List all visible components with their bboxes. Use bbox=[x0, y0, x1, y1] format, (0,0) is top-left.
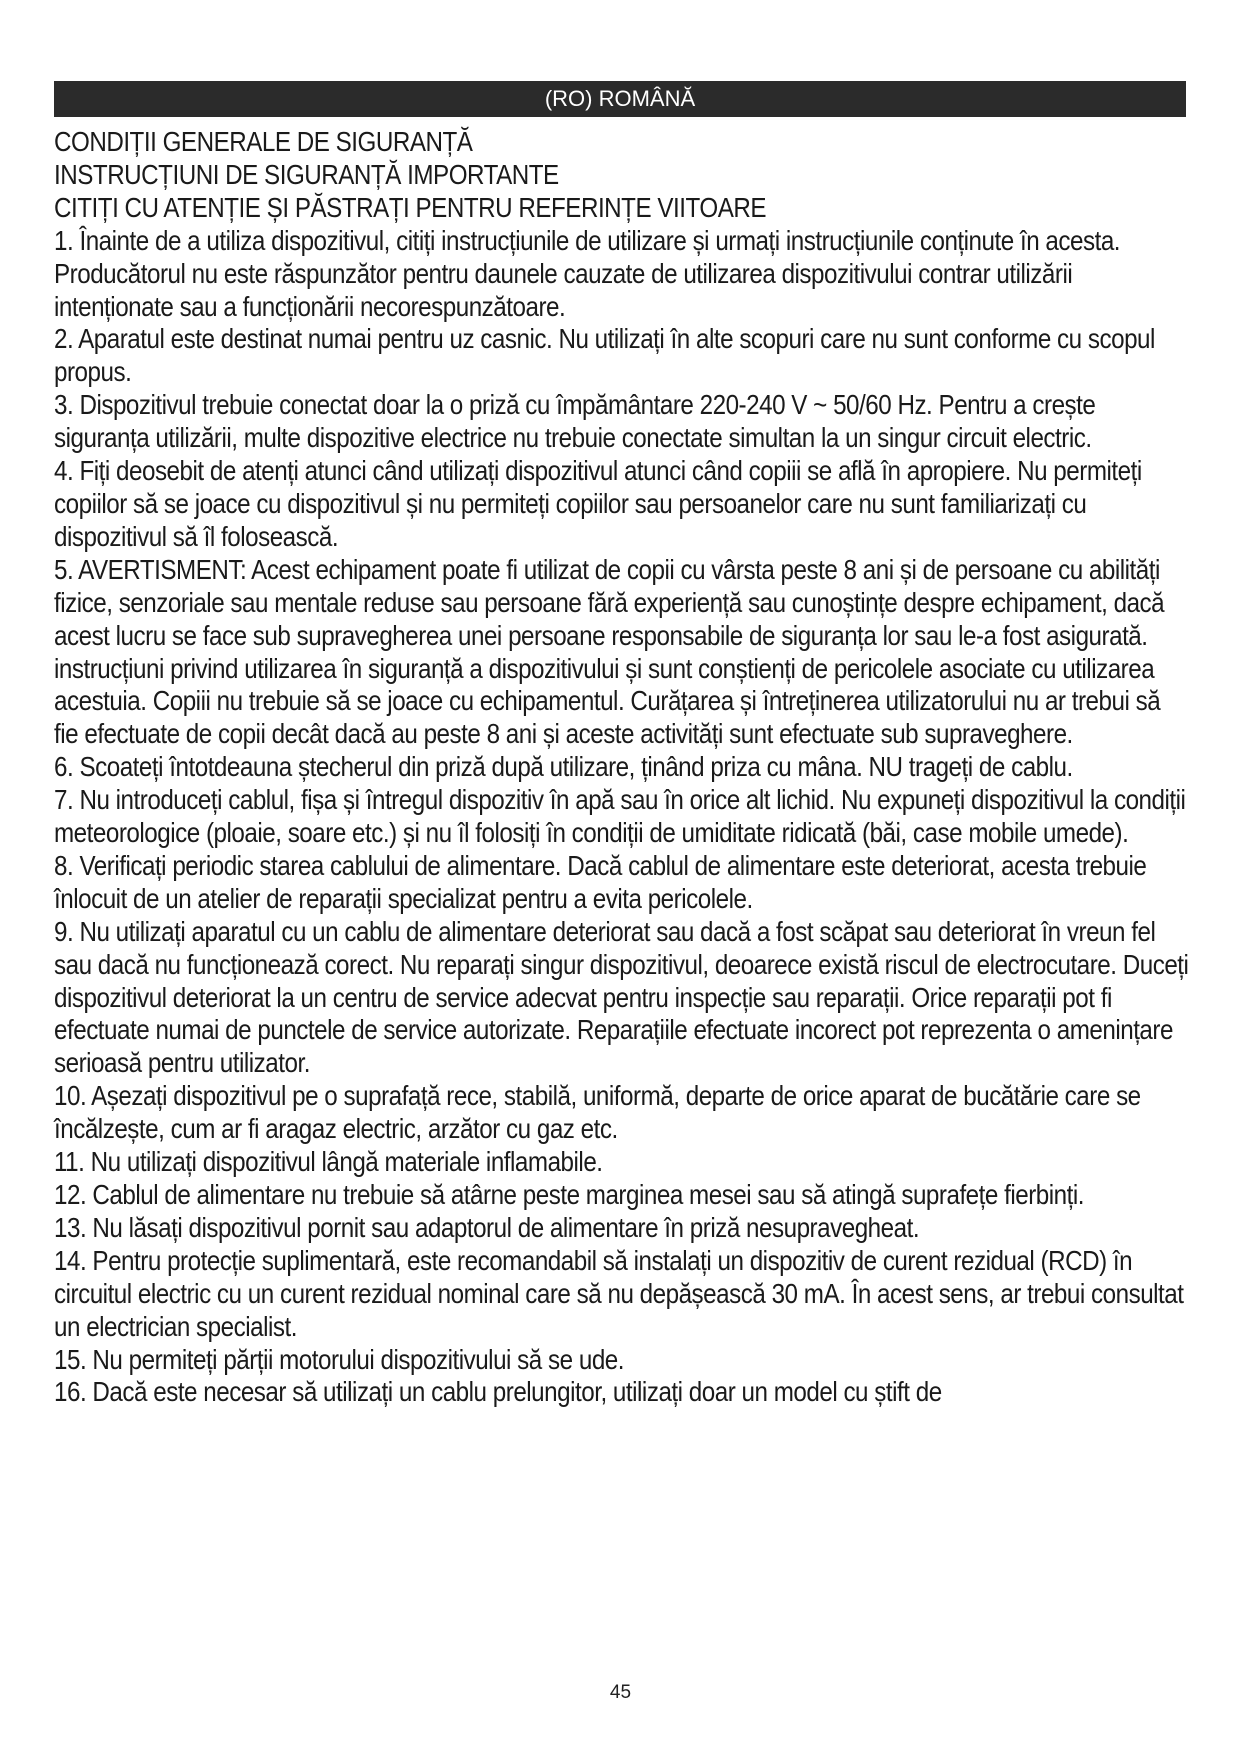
document-body bbox=[54, 126, 1189, 1409]
safety-item-1: 1. Înainte de a utiliza dispozitivul, citiți instrucțiunile de utilizare și urmați instrucțiunile conținute în acesta. Producătorul nu este răspunzător pentru daunele cauzate de utilizarea dispozitivului contrar utilizării intenționate sau a funcționării necorespunzătoare. bbox=[54, 224, 1121, 322]
heading-important-instructions: INSTRUCȚIUNI DE SIGURANȚĂ IMPORTANTE bbox=[54, 158, 559, 190]
safety-item-7: 7. Nu introduceți cablul, fișa și întregul dispozitiv în apă sau în orice alt lichid. Nu expuneți dispozitivul la condiții meteorologice (ploaie, soare etc.) și nu îl folosiți în condiții de umiditate ridicată (băi, case mobile umede). bbox=[54, 784, 1186, 849]
safety-item-13: 13. Nu lăsați dispozitivul pornit sau adaptorul de alimentare în priză nesupravegheat. bbox=[54, 1211, 920, 1243]
safety-item-11: 11. Nu utilizați dispozitivul lângă materiale inflamabile. bbox=[54, 1146, 603, 1178]
heading-general-safety: CONDIȚII GENERALE DE SIGURANȚĂ bbox=[54, 126, 473, 157]
heading-read-carefully: CITIȚI CU ATENȚIE ȘI PĂSTRAȚI PENTRU REFERINȚE VIITOARE bbox=[54, 191, 767, 223]
safety-item-6: 6. Scoateți întotdeauna ștecherul din priză după utilizare, ținând priza cu mâna. NU trageți de cablu. bbox=[54, 751, 1073, 783]
page-number: 45 bbox=[609, 1682, 632, 1703]
safety-item-12: 12. Cablul de alimentare nu trebuie să atârne peste marginea mesei sau să atingă suprafețe fierbinți. bbox=[54, 1179, 1085, 1210]
safety-item-9: 9. Nu utilizați aparatul cu un cablu de alimentare deteriorat sau dacă a fost scăpat sau deteriorat în vreun fel sau dacă nu funcționează corect. Nu reparați singur dispozitivul, deoarece există riscul de electrocutare. Duceți dispozitivul deteriorat la un centru de service adecvat pentru inspecție sau reparații. Orice reparații pot fi efectuate numai de punctele de service autorizate. Reparațiile efectuate incorect pot reprezenta o amenințare serioasă pentru utilizator. bbox=[54, 915, 1189, 1079]
safety-item-16: 16. Dacă este necesar să utilizați un cablu prelungitor, utilizați doar un model cu știft de bbox=[54, 1376, 942, 1408]
language-header-bar: (RO) ROMÂNĂ bbox=[54, 81, 1186, 117]
safety-item-2: 2. Aparatul este destinat numai pentru uz casnic. Nu utilizați în alte scopuri care nu sunt conforme cu scopul propus. bbox=[54, 323, 1155, 388]
safety-item-8: 8. Verificați periodic starea cablului de alimentare. Dacă cablul de alimentare este deteriorat, acesta trebuie înlocuit de un atelier de reparații specializat pentru a evita pericolele. bbox=[54, 849, 1147, 914]
safety-item-4: 4. Fiți deosebit de atenți atunci când utilizați dispozitivul atunci când copiii se află în apropiere. Nu permiteți copiilor să se joace cu dispozitivul și nu permiteți copiilor sau persoanelor care nu sunt familiarizați cu dispozitivul să îl folosească. bbox=[54, 455, 1142, 552]
safety-item-15: 15. Nu permiteți părții motorului dispozitivului să se ude. bbox=[54, 1343, 625, 1375]
safety-item-10: 10. Așezați dispozitivul pe o suprafață rece, stabilă, uniformă, departe de orice aparat de bucătărie care se încălzește, cum ar fi aragaz electric, arzător cu gaz etc. bbox=[54, 1080, 1141, 1145]
safety-item-14: 14. Pentru protecție suplimentară, este recomandabil să instalați un dispozitiv de curent rezidual (RCD) în circuitul electric cu un curent rezidual nominal care să nu depășească 30 mA. În acest sens, ar trebui consultat un electrician specialist. bbox=[54, 1244, 1184, 1342]
safety-item-5: 5. AVERTISMENT: Acest echipament poate fi utilizat de copii cu vârsta peste 8 ani și de persoane cu abilități fizice, senzoriale sau mentale reduse sau persoane fără experiență sau cunoștințe despre echipament, dacă acest lucru se face sub supravegherea unei persoane responsabile de siguranța lor sau le-a fost asigurată. instrucțiuni privind utilizarea în siguranță a dispozitivului și sunt conștienți de pericolele asociate cu utilizarea acestuia. Copiii nu trebuie să se joace cu echipamentul. Curățarea și întreținerea utilizatorului nu ar trebui să fie efectuate de copii decât dacă au peste 8 ani și aceste activități sunt efectuate sub supraveghere. bbox=[54, 553, 1165, 750]
safety-item-3: 3. Dispozitivul trebuie conectat doar la o priză cu împământare 220-240 V ~ 50/60 Hz. Pentru a crește siguranța utilizării, multe dispozitive electrice nu trebuie conectate simultan la un singur circuit electric. bbox=[54, 389, 1096, 454]
